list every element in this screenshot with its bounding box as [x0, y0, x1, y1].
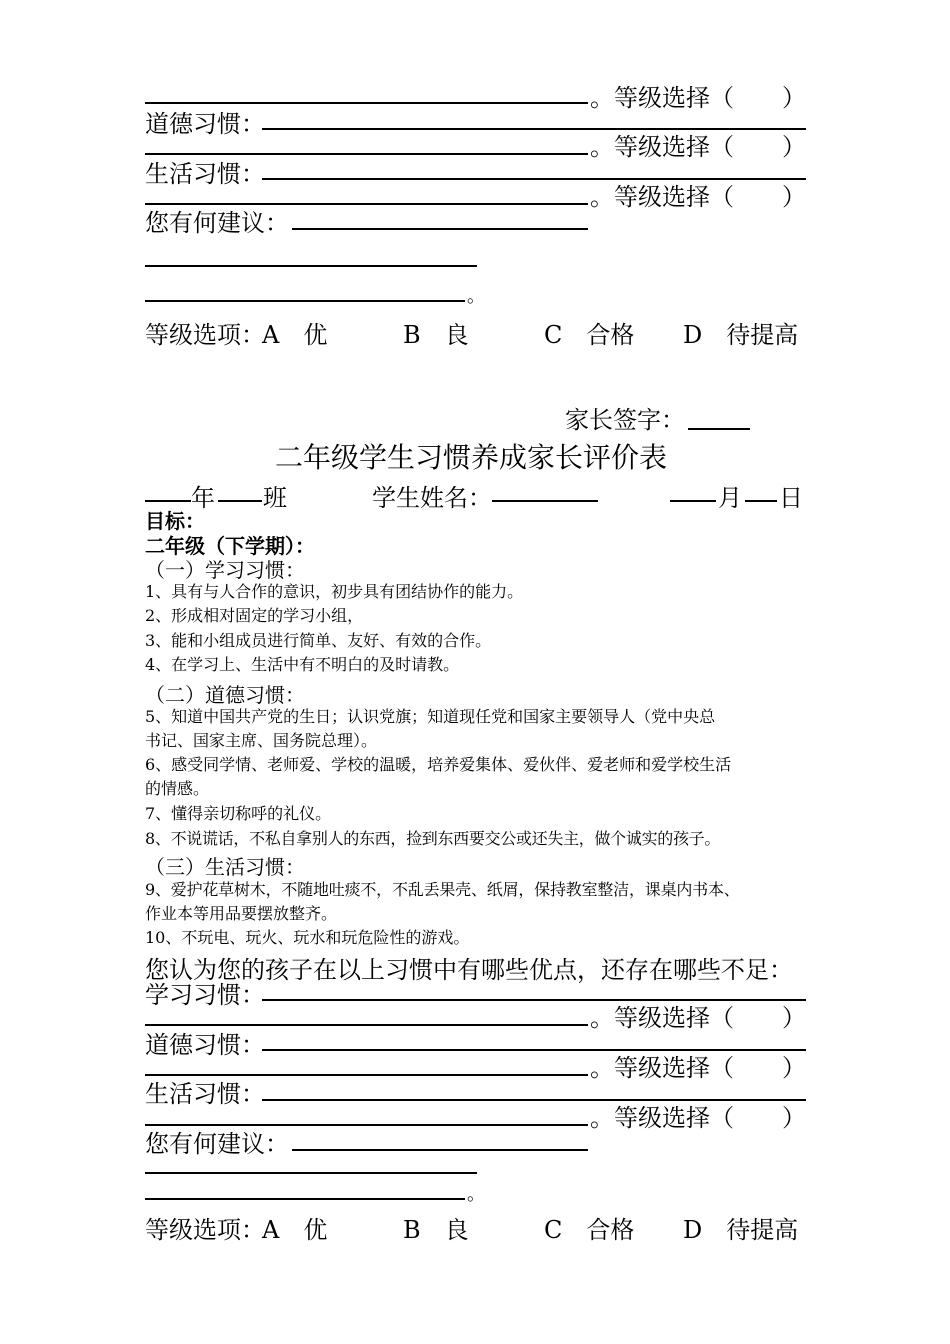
list-item: 7、懂得亲切称呼的礼仪。 [145, 804, 332, 823]
grade-choice: 。等级选择（ ） [590, 84, 806, 112]
month-blank[interactable] [670, 500, 716, 502]
list-item: 作业本等用品要摆放整齐。 [145, 904, 338, 923]
list-item: 书记、国家主席、国务院总理）。 [145, 731, 378, 750]
suggestion-label: 您有何建议： [145, 209, 289, 237]
list-item: 的情感。 [145, 779, 210, 798]
study-habit-label: 学习习惯： [145, 981, 265, 1009]
period: 。 [467, 286, 485, 307]
student-name-label: 学生姓名： [372, 484, 492, 512]
list-item: 1、具有与人合作的意识，初步具有团结协作的能力。 [145, 582, 524, 601]
semester-label: 二年级（下学期）： [145, 534, 315, 558]
suggestion-line[interactable] [145, 265, 477, 267]
list-item: 6、感受同学情、老师爱、学校的温暖，培养爱集体、爱伙伴、爱老师和爱学校生活 [145, 755, 732, 774]
goal-label: 目标： [145, 509, 205, 533]
period: 。 [467, 1184, 485, 1205]
suggestion-line[interactable] [292, 1149, 588, 1151]
list-item: 5、知道中国共产党的生日；认识党旗；知道现任党和国家主要领导人（党中央总 [145, 707, 716, 726]
month-label: 月 [718, 484, 742, 512]
grade-option-c: C 合格 [544, 321, 635, 349]
grade-option-d: D 待提高 [683, 1216, 799, 1244]
suggestion-line[interactable] [145, 300, 465, 302]
list-item: 3、能和小组成员进行简单、友好、有效的合作。 [145, 631, 492, 650]
suggestion-line[interactable] [292, 228, 588, 230]
signature-line[interactable] [688, 428, 750, 430]
grade-choice: 。等级选择（ ） [590, 1104, 806, 1132]
grade-option-d: D 待提高 [683, 321, 799, 349]
section-moral-title: （二）道德习惯： [145, 683, 305, 707]
grade-option-b: B 良 [403, 1216, 469, 1244]
question-text: 您认为您的孩子在以上习惯中有哪些优点，还存在哪些不足： [145, 956, 793, 984]
year-label: 年 [191, 484, 215, 512]
life-habit-label: 生活习惯： [145, 160, 265, 188]
class-blank[interactable] [218, 500, 262, 502]
grade-option-c: C 合格 [544, 1216, 635, 1244]
list-item: 2、形成相对固定的学习小组， [145, 606, 364, 625]
grade-choice: 。等级选择（ ） [590, 1004, 806, 1032]
moral-habit-label: 道德习惯： [145, 1031, 265, 1059]
section-study-title: （一）学习习惯： [145, 558, 305, 582]
class-label: 班 [263, 484, 287, 512]
list-item: 4、在学习上、生活中有不明白的及时请教。 [145, 655, 460, 674]
moral-habit-label: 道德习惯： [145, 110, 265, 138]
grade-choice: 。等级选择（ ） [590, 1054, 806, 1082]
suggestion-label: 您有何建议： [145, 1130, 289, 1158]
list-item: 9、爱护花草树木，不随地吐痰不，不乱丢果壳、纸屑，保持教室整洁，课桌内书本、 [145, 880, 740, 899]
grade-options-label: 等级选项： [145, 1216, 265, 1244]
grade-option-b: B 良 [403, 321, 469, 349]
list-item: 8、不说谎话，不私自拿别人的东西，捡到东西要交公或还失主，做个诚实的孩子。 [145, 829, 721, 848]
grade-options-label: 等级选项： [145, 321, 265, 349]
parent-signature-label: 家长签字： [565, 406, 685, 434]
form-title: 二年级学生习惯养成家长评价表 [275, 441, 668, 474]
grade-choice: 。等级选择（ ） [590, 183, 806, 211]
day-label: 日 [779, 484, 803, 512]
section-life-title: （三）生活习惯： [145, 855, 305, 879]
suggestion-line[interactable] [145, 1172, 477, 1174]
grade-option-a: A 优 [262, 321, 328, 349]
year-blank[interactable] [145, 500, 191, 502]
student-name-blank[interactable] [492, 500, 598, 502]
grade-choice: 。等级选择（ ） [590, 133, 806, 161]
day-blank[interactable] [745, 500, 777, 502]
suggestion-line[interactable] [145, 1198, 465, 1200]
grade-option-a: A 优 [262, 1216, 328, 1244]
list-item: 10、不玩电、玩火、玩水和玩危险性的游戏。 [145, 928, 470, 947]
life-habit-label: 生活习惯： [145, 1080, 265, 1108]
